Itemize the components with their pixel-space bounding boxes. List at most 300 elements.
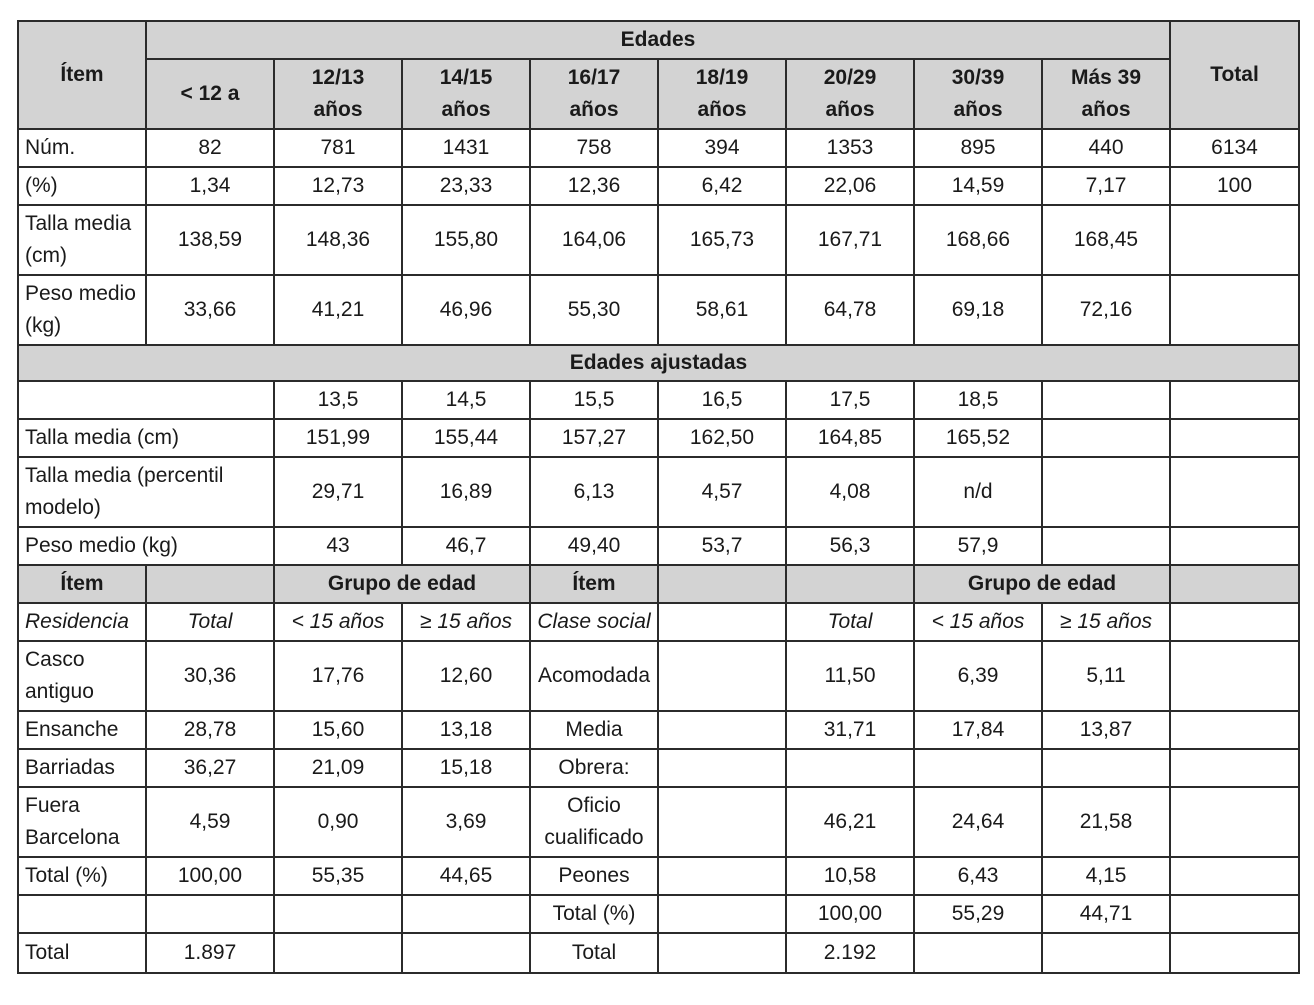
table-cell: [786, 205, 914, 275]
table-cell: [658, 457, 786, 527]
cell-text: 781: [320, 136, 356, 159]
table-cell: [658, 419, 786, 457]
cell-text: 30,36: [183, 664, 237, 687]
table-cell: [274, 641, 402, 711]
table-cell: [658, 565, 786, 603]
table-row: [18, 205, 1299, 275]
section-row: [18, 345, 1299, 381]
table-cell: [530, 275, 658, 345]
bottom-item-left: [18, 565, 146, 603]
table-cell: [402, 895, 530, 933]
table-cell: [274, 275, 402, 345]
table-cell: [786, 641, 914, 711]
cell-text: 164,06: [561, 228, 627, 251]
section-title: [18, 345, 1299, 381]
table-cell: [402, 641, 530, 711]
table-cell: [402, 419, 530, 457]
table-cell: [1042, 419, 1170, 457]
row-label: [18, 381, 274, 419]
cell-text: 33,66: [183, 298, 237, 321]
cell-text: Ítem: [60, 63, 104, 86]
table-cell: [274, 857, 402, 895]
cell-text: (%): [25, 174, 58, 197]
cell-text: Talla media: [25, 212, 132, 235]
cell-text: años: [1081, 98, 1131, 121]
table-cell: [146, 603, 274, 641]
header-age: [786, 59, 914, 129]
table-cell: [146, 565, 274, 603]
cell-text: 165,52: [945, 426, 1011, 449]
cell-text: 46,21: [823, 810, 877, 833]
table-cell: [146, 641, 274, 711]
cell-text: Total: [25, 941, 70, 964]
cell-text: 157,27: [561, 426, 627, 449]
cell-text: 31,71: [823, 718, 877, 741]
cell-text: 17,84: [951, 718, 1005, 741]
table-cell: [1170, 711, 1299, 749]
cell-text: 758: [576, 136, 612, 159]
table-cell: [274, 381, 402, 419]
table-cell: [274, 933, 402, 973]
table-cell: [786, 749, 914, 787]
cell-text: 167,71: [817, 228, 883, 251]
cell-text: 17,76: [311, 664, 365, 687]
cell-text: 20/29: [823, 66, 877, 89]
table-cell: [530, 205, 658, 275]
cell-text: 43: [326, 534, 350, 557]
table-cell: [530, 167, 658, 205]
row-total: [1170, 167, 1299, 205]
row-label: [18, 129, 146, 167]
table-row: [18, 749, 1299, 787]
table-cell: [1042, 711, 1170, 749]
cell-text: < 15 años: [931, 610, 1025, 633]
table-cell: [146, 857, 274, 895]
table-cell: [146, 129, 274, 167]
table-cell: [274, 603, 402, 641]
cell-text: ≥ 15 años: [419, 610, 513, 633]
cell-text: 56,3: [829, 534, 871, 557]
table-cell: [1042, 749, 1170, 787]
table-row: [18, 787, 1299, 857]
table-cell: [274, 749, 402, 787]
cell-text: 0,90: [317, 810, 359, 833]
table-cell: [914, 787, 1042, 857]
table-cell: [786, 275, 914, 345]
table-cell: [786, 711, 914, 749]
cell-text: 15,5: [573, 388, 615, 411]
row-total: [1170, 129, 1299, 167]
header-row: [18, 21, 1299, 59]
cell-text: 5,11: [1086, 664, 1126, 687]
table-cell: [402, 129, 530, 167]
cell-text: (cm): [25, 244, 67, 267]
table-cell: [274, 787, 402, 857]
cell-text: 55,29: [951, 902, 1005, 925]
table-row: [18, 457, 1299, 527]
table-cell: [658, 527, 786, 565]
table-cell: [402, 857, 530, 895]
bottom-group-right: [914, 565, 1170, 603]
row-label: [18, 457, 274, 527]
cell-text: Barcelona: [25, 826, 120, 849]
cell-text: Talla media (percentil: [25, 464, 224, 487]
table-cell: [530, 129, 658, 167]
table-cell: [914, 205, 1042, 275]
table-cell: [786, 895, 914, 933]
cell-text: 12/13: [311, 66, 365, 89]
table-cell: [914, 933, 1042, 973]
cell-text: 21,58: [1079, 810, 1133, 833]
cell-text: Obrera:: [558, 756, 630, 779]
cell-text: 55,30: [567, 298, 621, 321]
cell-text: 46,7: [445, 534, 487, 557]
cell-text: años: [569, 98, 619, 121]
table-cell: [402, 457, 530, 527]
table-cell: [658, 787, 786, 857]
cell-text: años: [825, 98, 875, 121]
cell-text: 13,87: [1079, 718, 1133, 741]
cell-text: Clase social: [537, 610, 651, 633]
cell-text: cualificado: [544, 826, 644, 849]
cell-text: Acomodada: [537, 664, 651, 687]
table-cell: [530, 527, 658, 565]
table-cell: [786, 857, 914, 895]
cell-text: 16,89: [439, 480, 493, 503]
cell-text: 82: [198, 136, 222, 159]
table-cell: [530, 457, 658, 527]
table-cell: [1170, 603, 1299, 641]
row-label-clase: [530, 787, 658, 857]
cell-text: 14/15: [439, 66, 493, 89]
table-row: [18, 933, 1299, 973]
table-cell: [1042, 129, 1170, 167]
row-label: [18, 167, 146, 205]
table-cell: [146, 787, 274, 857]
table-cell: [1170, 527, 1299, 565]
cell-text: Edades: [620, 28, 696, 51]
cell-text: 23,33: [439, 174, 493, 197]
table-cell: [658, 933, 786, 973]
table-cell: [786, 167, 914, 205]
table-row: [18, 275, 1299, 345]
cell-text: 155,80: [433, 228, 499, 251]
cell-text: Casco: [25, 648, 85, 671]
cell-text: Más 39: [1070, 66, 1142, 89]
table-row: [18, 711, 1299, 749]
table-cell: [1042, 857, 1170, 895]
cell-text: modelo): [25, 496, 101, 519]
cell-text: Ítem: [572, 572, 616, 595]
table-cell: [1042, 205, 1170, 275]
table-cell: [146, 749, 274, 787]
cell-text: Edades ajustadas: [569, 351, 748, 374]
table-cell: [786, 787, 914, 857]
row-label-clase: [530, 641, 658, 711]
cell-text: 18,5: [957, 388, 999, 411]
table-cell: [402, 603, 530, 641]
cell-text: 49,40: [567, 534, 621, 557]
table-cell: [274, 895, 402, 933]
cell-text: 7,17: [1085, 174, 1127, 197]
cell-text: 12,36: [567, 174, 621, 197]
cell-text: 138,59: [177, 228, 243, 251]
table-cell: [402, 933, 530, 973]
cell-text: 168,66: [945, 228, 1011, 251]
subheader-clase: [530, 603, 658, 641]
row-label: [18, 419, 274, 457]
header-edades: [146, 21, 1170, 59]
table-cell: [786, 603, 914, 641]
table-cell: [658, 857, 786, 895]
cell-text: Total: [187, 610, 233, 633]
header-age: [274, 59, 402, 129]
cell-text: Talla media (cm): [25, 426, 180, 449]
cell-text: 16,5: [701, 388, 743, 411]
cell-text: Peso medio (kg): [25, 534, 178, 557]
header-age: [530, 59, 658, 129]
cell-text: 4,57: [701, 480, 743, 503]
cell-text: Núm.: [25, 136, 76, 159]
cell-text: 30/39: [951, 66, 1005, 89]
table-row: [18, 641, 1299, 711]
cell-text: 162,50: [689, 426, 755, 449]
cell-text: 11,50: [824, 664, 876, 687]
cell-text: 18/19: [695, 66, 749, 89]
row-label-clase: [530, 749, 658, 787]
table-cell: [658, 205, 786, 275]
cell-text: Total (%): [552, 902, 636, 925]
table-cell: [1042, 381, 1170, 419]
cell-text: 14,5: [445, 388, 487, 411]
row-label-clase: [530, 933, 658, 973]
table-cell: [146, 711, 274, 749]
cell-text: 6,42: [701, 174, 743, 197]
table-cell: [914, 457, 1042, 527]
cell-text: 22,06: [823, 174, 877, 197]
row-label: [18, 641, 146, 711]
cell-text: 28,78: [183, 718, 237, 741]
cell-text: (kg): [25, 314, 62, 337]
cell-text: 12,60: [439, 664, 493, 687]
cell-text: 2.192: [823, 941, 877, 964]
table-cell: [1170, 933, 1299, 973]
cell-text: 100: [1216, 174, 1253, 197]
table-cell: [1170, 565, 1299, 603]
table-cell: [402, 275, 530, 345]
table-cell: [658, 129, 786, 167]
bottom-item-right: [530, 565, 658, 603]
cell-text: Ítem: [60, 572, 104, 595]
table-cell: [146, 167, 274, 205]
table-row: [18, 895, 1299, 933]
cell-text: 151,99: [305, 426, 371, 449]
row-label: [18, 895, 146, 933]
cell-text: años: [441, 98, 491, 121]
table-cell: [658, 641, 786, 711]
cell-text: 29,71: [311, 480, 365, 503]
cell-text: < 12 a: [180, 82, 240, 105]
table-cell: [1170, 457, 1299, 527]
table-cell: [274, 711, 402, 749]
row-label-clase: [530, 895, 658, 933]
header-total: [1170, 21, 1299, 129]
cell-text: 100,00: [817, 902, 883, 925]
table-cell: [914, 419, 1042, 457]
cell-text: 69,18: [951, 298, 1005, 321]
table-cell: [402, 749, 530, 787]
table-cell: [1170, 381, 1299, 419]
bottom-subheader-row: [18, 603, 1299, 641]
table-cell: [274, 167, 402, 205]
cell-text: 58,61: [695, 298, 749, 321]
header-age: [658, 59, 786, 129]
table-cell: [146, 933, 274, 973]
cell-text: 46,96: [439, 298, 493, 321]
cell-text: Peones: [558, 864, 630, 887]
row-label-clase: [530, 711, 658, 749]
table-cell: [914, 603, 1042, 641]
table-cell: [1042, 603, 1170, 641]
table-cell: [530, 419, 658, 457]
header-age: [914, 59, 1042, 129]
row-total: [1170, 275, 1299, 345]
table-cell: [914, 381, 1042, 419]
cell-text: 4,59: [189, 810, 231, 833]
cell-text: 10,58: [823, 864, 877, 887]
table-cell: [274, 457, 402, 527]
cell-text: Oficio: [567, 794, 621, 817]
row-label: [18, 787, 146, 857]
table-cell: [1170, 641, 1299, 711]
table-cell: [146, 275, 274, 345]
cell-text: Grupo de edad: [327, 572, 477, 595]
cell-text: 15,18: [439, 756, 493, 779]
cell-text: 440: [1088, 136, 1124, 159]
cell-text: 72,16: [1079, 298, 1133, 321]
table-cell: [1042, 895, 1170, 933]
cell-text: 1.897: [183, 941, 237, 964]
row-total: [1170, 205, 1299, 275]
cell-text: 6,39: [957, 664, 999, 687]
table-cell: [274, 527, 402, 565]
table-cell: [1170, 749, 1299, 787]
cell-text: Grupo de edad: [967, 572, 1117, 595]
table-cell: [914, 275, 1042, 345]
cell-text: 13,18: [439, 718, 493, 741]
table-cell: [402, 787, 530, 857]
table-cell: [914, 895, 1042, 933]
table-cell: [402, 711, 530, 749]
cell-text: 895: [960, 136, 996, 159]
cell-text: Total: [827, 610, 873, 633]
cell-text: ≥ 15 años: [1059, 610, 1153, 633]
table-cell: [914, 167, 1042, 205]
table-row: [18, 167, 1299, 205]
table-row: [18, 527, 1299, 565]
table-cell: [914, 711, 1042, 749]
table-cell: [1042, 527, 1170, 565]
table-cell: [786, 381, 914, 419]
table-cell: [786, 565, 914, 603]
table-cell: [1042, 275, 1170, 345]
table-cell: [914, 527, 1042, 565]
table-cell: [1042, 787, 1170, 857]
table-cell: [402, 381, 530, 419]
row-label: [18, 275, 146, 345]
table-cell: [786, 129, 914, 167]
cell-text: 17,5: [829, 388, 871, 411]
cell-text: 1,34: [189, 174, 231, 197]
cell-text: < 15 años: [291, 610, 385, 633]
cell-text: 16/17: [567, 66, 621, 89]
table-cell: [658, 275, 786, 345]
cell-text: n/d: [963, 480, 993, 503]
cell-text: 15,60: [311, 718, 365, 741]
cell-text: Media: [565, 718, 623, 741]
table-cell: [1042, 933, 1170, 973]
table-cell: [658, 895, 786, 933]
cell-text: 44,71: [1079, 902, 1133, 925]
cell-text: 1353: [826, 136, 874, 159]
cell-text: Residencia: [25, 610, 129, 633]
row-label: [18, 749, 146, 787]
cell-text: Barriadas: [25, 756, 115, 779]
table-cell: [786, 457, 914, 527]
cell-text: 394: [704, 136, 740, 159]
cell-text: Total: [571, 941, 617, 964]
table-row: [18, 381, 1299, 419]
cell-text: 6,43: [957, 864, 999, 887]
cell-text: 41,21: [311, 298, 365, 321]
cell-text: 164,85: [817, 426, 883, 449]
bottom-header-row: [18, 565, 1299, 603]
cell-text: 6,13: [573, 480, 615, 503]
cell-text: 1431: [442, 136, 490, 159]
cell-text: 53,7: [701, 534, 743, 557]
cell-text: 100,00: [177, 864, 243, 887]
table-cell: [1170, 895, 1299, 933]
cell-text: antiguo: [25, 680, 94, 703]
table-cell: [1170, 787, 1299, 857]
table-cell: [914, 129, 1042, 167]
row-label: [18, 857, 146, 895]
table-cell: [274, 205, 402, 275]
cell-text: años: [953, 98, 1003, 121]
table-cell: [1042, 641, 1170, 711]
cell-text: años: [313, 98, 363, 121]
cell-text: años: [697, 98, 747, 121]
cell-text: 13,5: [317, 388, 359, 411]
cell-text: 57,9: [957, 534, 999, 557]
table-cell: [146, 895, 274, 933]
table-cell: [530, 381, 658, 419]
cell-text: Total: [1210, 63, 1259, 86]
cell-text: Total (%): [25, 864, 108, 887]
cell-text: 6134: [1211, 136, 1258, 159]
table-row: [18, 419, 1299, 457]
cell-text: 148,36: [305, 228, 371, 251]
cell-text: Peso medio: [25, 282, 136, 305]
cell-text: 64,78: [823, 298, 877, 321]
table-cell: [658, 381, 786, 419]
row-label: [18, 711, 146, 749]
table-cell: [402, 527, 530, 565]
cell-text: 12,73: [311, 174, 365, 197]
header-item: [18, 21, 146, 129]
cell-text: 168,45: [1073, 228, 1139, 251]
table-cell: [1170, 419, 1299, 457]
